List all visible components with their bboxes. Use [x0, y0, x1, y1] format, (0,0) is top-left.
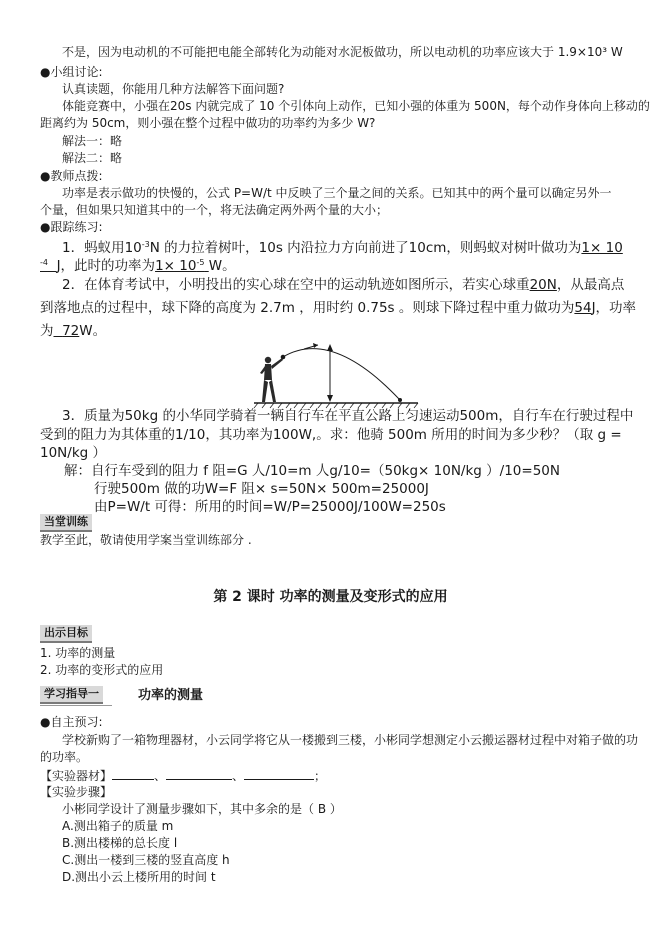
preview-heading: ●自主预习: — [40, 715, 103, 729]
exercise-3-cont: 受到的阻力为其体重的1/10，其功率为100W,。求：他骑 500m 所用的时间为多少秒？（取 g = — [40, 427, 622, 443]
exercise-3: 3．质量为50kg 的小华同学骑着一辆自行车在平直公路上匀速运动500m，自行车在行驶过程中 — [62, 408, 634, 424]
problem-text: 体能竞赛中，小强在20s 内就完成了 10 个引体向上动作，已知小强的体重为 500N，每个动作身体向上移动的 — [62, 99, 650, 113]
equipment-blank-2[interactable] — [166, 767, 232, 780]
teacher-text: 功率是表示做功的快慢的，公式 P=W/t 中反映了三个量之间的关系。已知其中的两个量可以确定另外一 — [62, 186, 612, 200]
exercise-1-cont — [40, 254, 236, 275]
problem-text: 距离约为 50cm，则小强在整个过程中做功的功率约为多少 W? — [40, 116, 376, 130]
thrower-icon — [260, 357, 283, 402]
equipment-blank-1[interactable] — [112, 767, 154, 780]
q1-text: 1．蚂蚁用10 — [62, 240, 142, 256]
q2-answer-work: 54 — [574, 300, 592, 316]
lesson-title: 第 2 课时 功率的测量及变形式的应用 — [213, 589, 448, 605]
option-c: C.测出一楼到三楼的竖直高度 h — [62, 853, 230, 867]
q2-answer-power: 72 — [62, 323, 80, 339]
solution-line: 由P=W/t 可得：所用的时间=W/P=25000J/100W=250s — [94, 499, 446, 515]
equipment-blank-3[interactable] — [244, 767, 314, 780]
guide-title: 功率的测量 — [138, 688, 204, 703]
exercise-2: 2．在体育考试中，小明投出的实心球在空中的运动轨迹如图所示，若实心球重20N，从最高点 — [62, 277, 625, 293]
equipment-row: 【实验器材】 、 、 ； — [40, 769, 327, 783]
class-training-text: 教学至此，敬请使用学案当堂训练部分 . — [40, 533, 252, 547]
goal-item: 2. 功率的变形式的应用 — [40, 663, 164, 677]
q1-answer-work-exp: -4 — [40, 258, 48, 267]
method-two: 解法二：略 — [62, 151, 123, 165]
group-discuss-heading: ●小组讨论: — [40, 65, 103, 79]
exercise-3-cont: 10N/kg ） — [40, 445, 107, 461]
follow-heading: ●跟踪练习: — [40, 220, 103, 234]
ball-icon — [281, 355, 286, 360]
goal-item: 1. 功率的测量 — [40, 646, 116, 660]
answer-line: 不是，因为电动机的不可能把电能全部转化为动能对水泥板做功，所以电动机的功率应该大于 1.9×10³ W — [62, 45, 623, 59]
group-discuss-intro: 认真读题，你能用几种方法解答下面问题? — [62, 82, 285, 96]
equipment-label: 【实验器材】 — [40, 769, 113, 783]
solution-line: 行驶500m 做的功W=F 阻× s=50N× 500m=25000J — [94, 481, 429, 497]
option-a: A.测出箱子的质量 m — [62, 819, 174, 833]
divider — [40, 705, 112, 706]
q1-answer-power: $1\times 10^{-5}$ — [155, 258, 205, 274]
goals-tag: 出示目标 — [40, 625, 92, 643]
teacher-text: 个量，但如果只知道其中的一个，将无法确定两外两个量的大小； — [40, 203, 389, 217]
steps-label: 【实验步骤】 — [40, 785, 113, 799]
q1-exponent: -3 — [141, 240, 150, 249]
trajectory-figure — [252, 340, 422, 410]
preview-text: 的功率。 — [40, 750, 89, 764]
exercise-2-cont: 为 72W。 — [40, 323, 107, 339]
guide-tag: 学习指导一 — [40, 686, 103, 704]
q1-text: N 的力拉着树叶，10s 内沿拉力方向前进了10cm，则蚂蚁对树叶做功为 — [149, 240, 582, 256]
q1-text: W。 — [208, 258, 236, 274]
class-training-tag: 当堂训练 — [40, 514, 92, 532]
q2-answer-weight: 20N — [529, 277, 557, 293]
teacher-heading: ●教师点拨: — [40, 169, 103, 183]
steps-intro: 小彬同学设计了测量步骤如下，其中多余的是（ B ） — [62, 802, 342, 816]
preview-text: 学校新购了一箱物理器材，小云同学将它从一楼搬到三楼，小彬同学想测定小云搬运器材过程中对箱子做的功 — [62, 733, 639, 747]
method-one: 解法一：略 — [62, 134, 123, 148]
solution-line: 解：自行车受到的阻力 f 阻=G 人/10=m 人g/10=（50kg× 10N/kg ）/10=50N — [64, 463, 560, 479]
option-b: B.测出楼梯的总长度 l — [62, 836, 178, 850]
exercise-2-cont: 到落地点的过程中，球下降的高度为 2.7m ，用时约 0.75s 。则球下降过程中重力做功为54J，功率 — [40, 300, 637, 316]
q1-text: J，此时的功率为 — [56, 258, 156, 274]
option-d: D.测出小云上楼所用的时间 t — [62, 870, 216, 884]
q1-answer-work: 1× 10 — [581, 240, 623, 256]
